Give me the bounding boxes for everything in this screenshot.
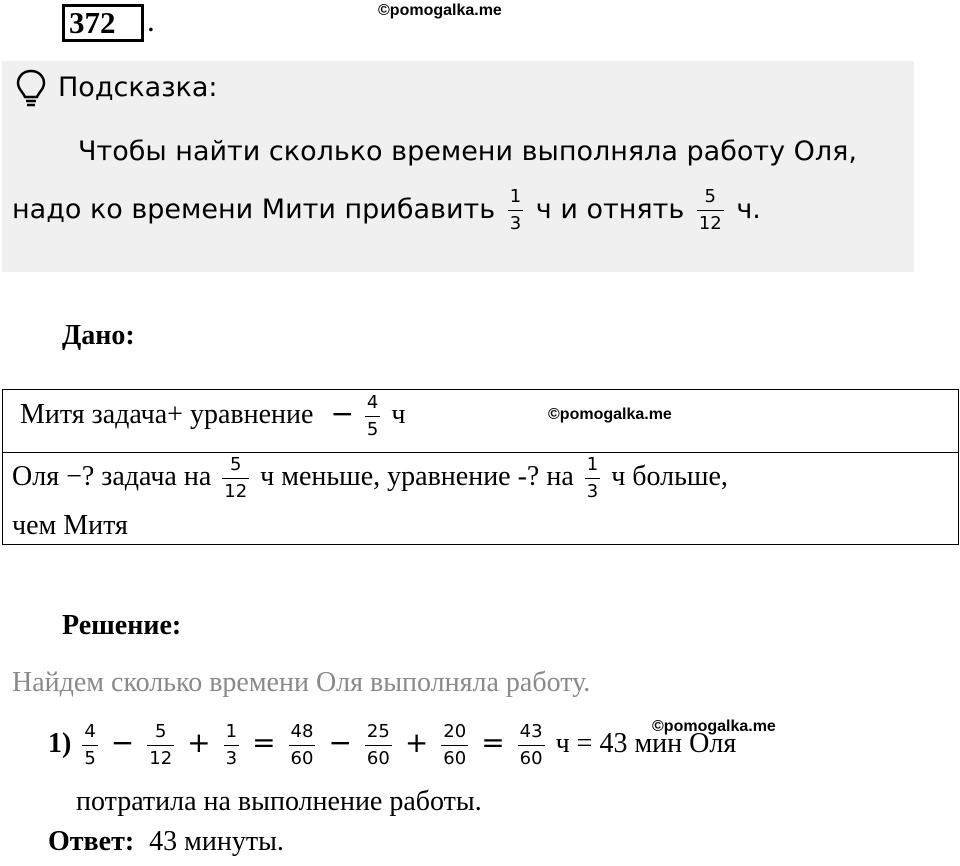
fraction: $\frac{5}{12}$ <box>149 721 173 769</box>
fraction: $\frac{43}{60}$ <box>519 721 543 769</box>
fraction: $\frac{4}{5}$ <box>84 721 96 769</box>
hint-text: надо ко времени Мити прибавить <box>12 194 496 225</box>
table-divider <box>2 452 959 453</box>
fraction: $\frac{25}{60}$ <box>366 721 390 769</box>
problem-number-dot: . <box>147 3 155 38</box>
watermark: ©pomogalka.me <box>548 406 672 423</box>
fraction: $\frac{4}{5}$ <box>366 392 379 440</box>
watermark: ©pomogalka.me <box>378 2 502 19</box>
fraction: $\frac{1}{3}$ <box>509 186 522 234</box>
fraction: $\frac{20}{60}$ <box>443 721 467 769</box>
solution-intro: Найдем сколько времени Оля выполняла работу. <box>12 667 591 698</box>
hint-line-1: Чтобы найти сколько времени выполняла работу Оля, <box>78 136 858 167</box>
problem-number: 372 <box>62 4 144 42</box>
fraction: $\frac{1}{3}$ <box>586 454 599 502</box>
fraction: $\frac{48}{60}$ <box>290 721 314 769</box>
solution-heading: Решение: <box>62 610 182 641</box>
fraction: $\frac{5}{12}$ <box>698 186 722 234</box>
given-row-olya: Оля −? задача на $\frac{5}{12}$ ч меньше, уравнение -? на $\frac{1}{3}$ ч больше, <box>12 454 728 502</box>
watermark: ©pomogalka.me <box>652 718 776 735</box>
hint-title: Подсказка: <box>58 72 218 103</box>
answer-value: 43 минуты. <box>149 826 284 857</box>
given-row-olya-cont: чем Митя <box>12 510 128 541</box>
given-row-mitya: Митя задача+ уравнение − $\frac{4}{5}$ ч <box>20 392 406 440</box>
answer <box>48 826 284 858</box>
solution-step-1: 1) $\frac{4}{5}$ − $\frac{5}{12}$ + $\frac{1}{3}$ = $\frac{48}{60}$ − $\frac{25}{60}$ + $\frac{20}{60}$ = $\frac{43}{60}$ ч = 43 мин Оля <box>48 721 737 769</box>
answer-label: Ответ: <box>48 826 135 857</box>
given-heading: Дано: <box>62 320 135 351</box>
hint-line-2 <box>12 186 761 235</box>
hint-text: ч и отнять <box>535 194 685 225</box>
lightbulb-icon <box>14 68 48 108</box>
hint-text: ч. <box>736 194 761 225</box>
fraction: $\frac{1}{3}$ <box>225 721 238 769</box>
solution-step-1-cont: потратила на выполнение работы. <box>76 786 482 817</box>
fraction: $\frac{5}{12}$ <box>224 454 248 502</box>
